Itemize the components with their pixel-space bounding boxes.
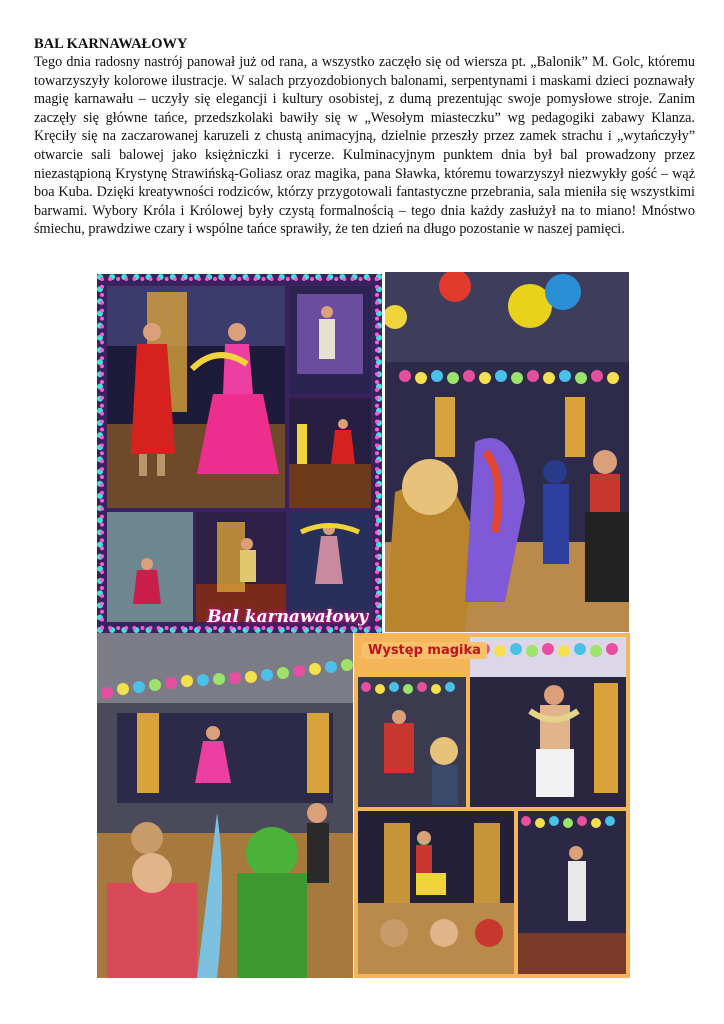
carnival-ball-caption: Bal karnawałowy	[207, 607, 368, 627]
article	[34, 35, 695, 239]
carnival-ball-collage	[97, 274, 382, 633]
magician-show-collage-image	[354, 633, 630, 978]
article-body: Tego dnia radosny nastrój panował już od rana, a wszystko zaczęło się od wiersza pt. „Balonik” M. Golc, któremu towarzyszyły kolorowe ilustracje. W salach przyozdobionych balonami, serpentynami i maskami dzieci poznawały magię karnawału – uczyły się elegancji i kultury osobistej, z dumą prezentując swoje pomysłowe stroje. Zanim zaczęły się główne tańce, przedszkolaki bawiły się w „Wesołym miasteczku” wg pedagogiki zabawy Klanza. Kręciły się na zaczarowanej karuzeli z chustą animacyjną, dzielnie przeszły przez zamek strachu i „wytańczyły” otwarcie sali balowej jako księżniczki i rycerze. Kulminacyjnym punktem dnia był bal prowadzony przez niezastąpioną Krystynę Strawińską-Goliasz oraz magika, pana Sławka, któremu towarzyszył niezwykły gość – wąż boa Kuba. Dzięki kreatywności rodziców, którzy przygotowali fantastyczne przebrania, sala mieniła się wszystkimi barwami. Wybory Króla i Królowej były czystą formalnością – tego dnia każdy zasłużył na to miano! Mnóstwo śmiechu, prawdziwe czary i wspólne tańce sprawiły, że ten dzień na długo pozostanie w naszej pamięci.	[34, 54, 695, 238]
carnival-ball-collage-image	[97, 274, 382, 633]
children-dancing-image	[385, 272, 629, 632]
hall-children-photo	[97, 633, 353, 978]
magician-show-collage	[354, 633, 630, 978]
magician-show-caption: Występ magika	[362, 642, 487, 659]
article-title: BAL KARNAWAŁOWY	[34, 36, 188, 52]
children-dancing-photo	[385, 272, 629, 632]
hall-children-image	[97, 633, 353, 978]
